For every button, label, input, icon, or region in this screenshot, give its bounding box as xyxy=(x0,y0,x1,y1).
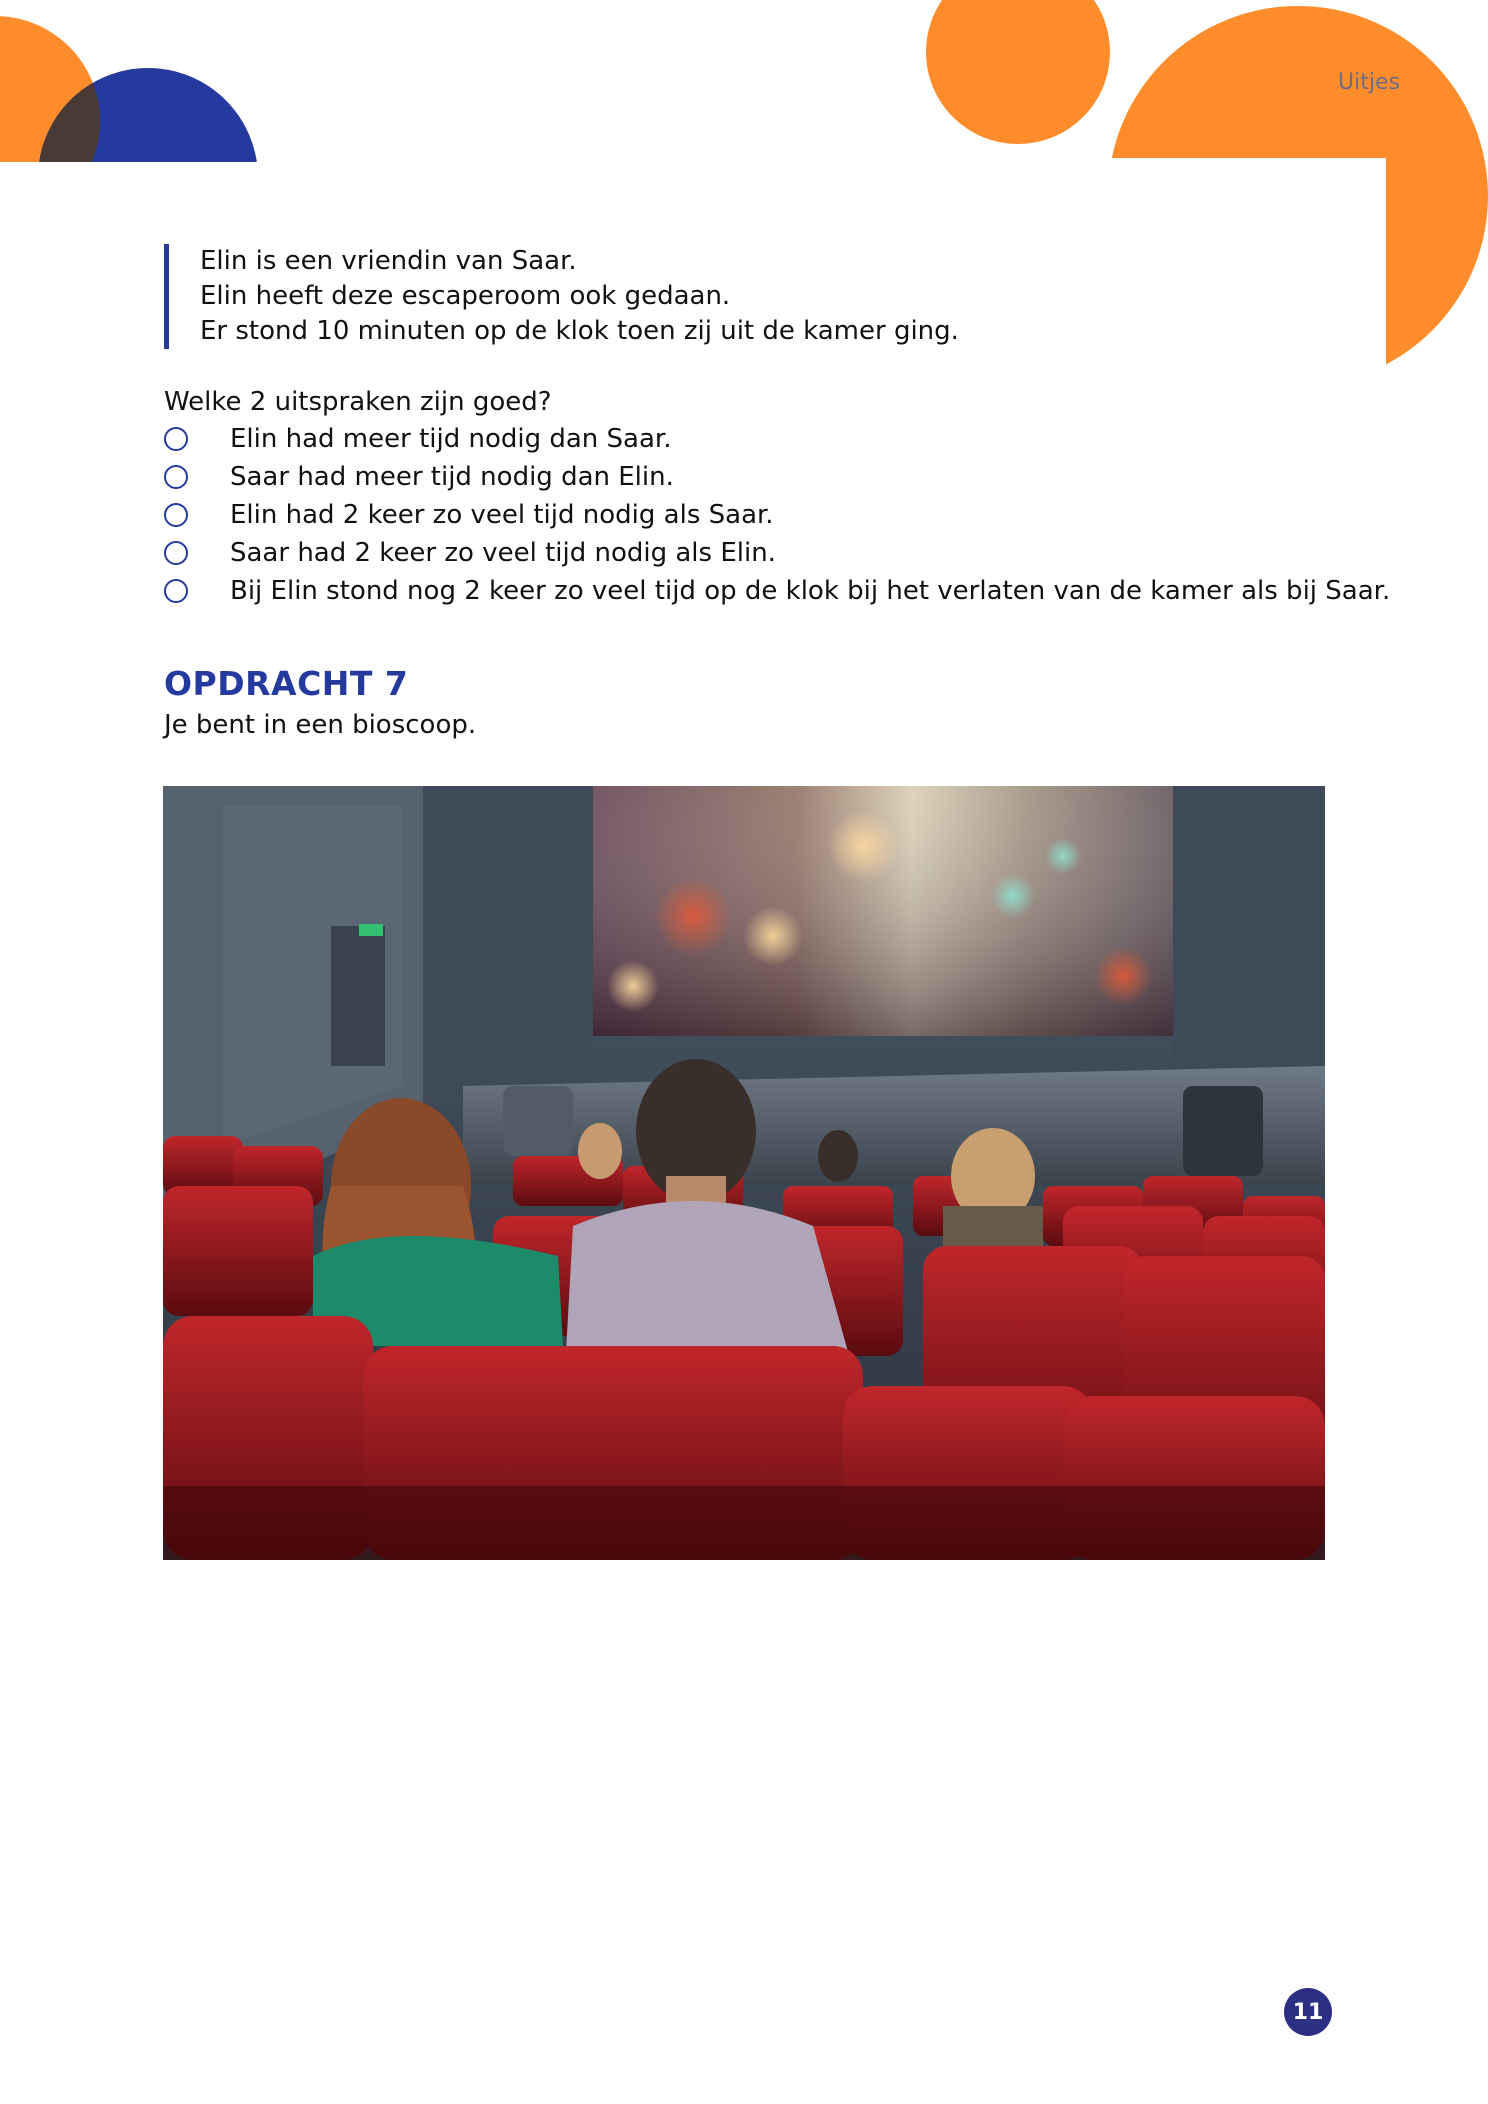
intro-line: Elin heeft deze escaperoom ook gedaan. xyxy=(200,281,731,311)
decorative-circles-left xyxy=(0,0,300,162)
section-label: Uitjes xyxy=(1338,70,1400,95)
radio-button[interactable] xyxy=(164,427,188,451)
blue-circle-shape xyxy=(38,68,258,162)
answer-option[interactable] xyxy=(164,534,1390,572)
page-number-badge: 11 xyxy=(1284,1988,1332,2036)
question-prompt: Welke 2 uitspraken zijn goed? xyxy=(164,387,552,417)
option-label: Saar had meer tijd nodig dan Elin. xyxy=(230,462,674,492)
option-label: Elin had 2 keer zo veel tijd nodig als Saar. xyxy=(230,500,774,530)
intro-quote-block xyxy=(164,244,1100,349)
option-label: Elin had meer tijd nodig dan Saar. xyxy=(230,424,672,454)
option-label: Saar had 2 keer zo veel tijd nodig als Elin. xyxy=(230,538,776,568)
answer-options xyxy=(164,420,1390,610)
radio-button[interactable] xyxy=(164,503,188,527)
intro-line: Er stond 10 minuten op de klok toen zij uit de kamer ging. xyxy=(200,316,959,346)
intro-line: Elin is een vriendin van Saar. xyxy=(200,246,577,276)
cinema-photo xyxy=(163,786,1325,1560)
orange-circle-small xyxy=(926,0,1110,144)
radio-button[interactable] xyxy=(164,465,188,489)
answer-option[interactable] xyxy=(164,420,1390,458)
answer-option[interactable] xyxy=(164,572,1390,610)
radio-button[interactable] xyxy=(164,579,188,603)
radio-button[interactable] xyxy=(164,541,188,565)
answer-option[interactable] xyxy=(164,458,1390,496)
assignment-title: OPDRACHT 7 xyxy=(164,664,409,703)
orange-circle-large xyxy=(1108,6,1488,366)
answer-option[interactable] xyxy=(164,496,1390,534)
option-label: Bij Elin stond nog 2 keer zo veel tijd op de klok bij het verlaten van de kamer als bij Saar. xyxy=(230,576,1391,606)
assignment-subtitle: Je bent in een bioscoop. xyxy=(164,710,477,740)
